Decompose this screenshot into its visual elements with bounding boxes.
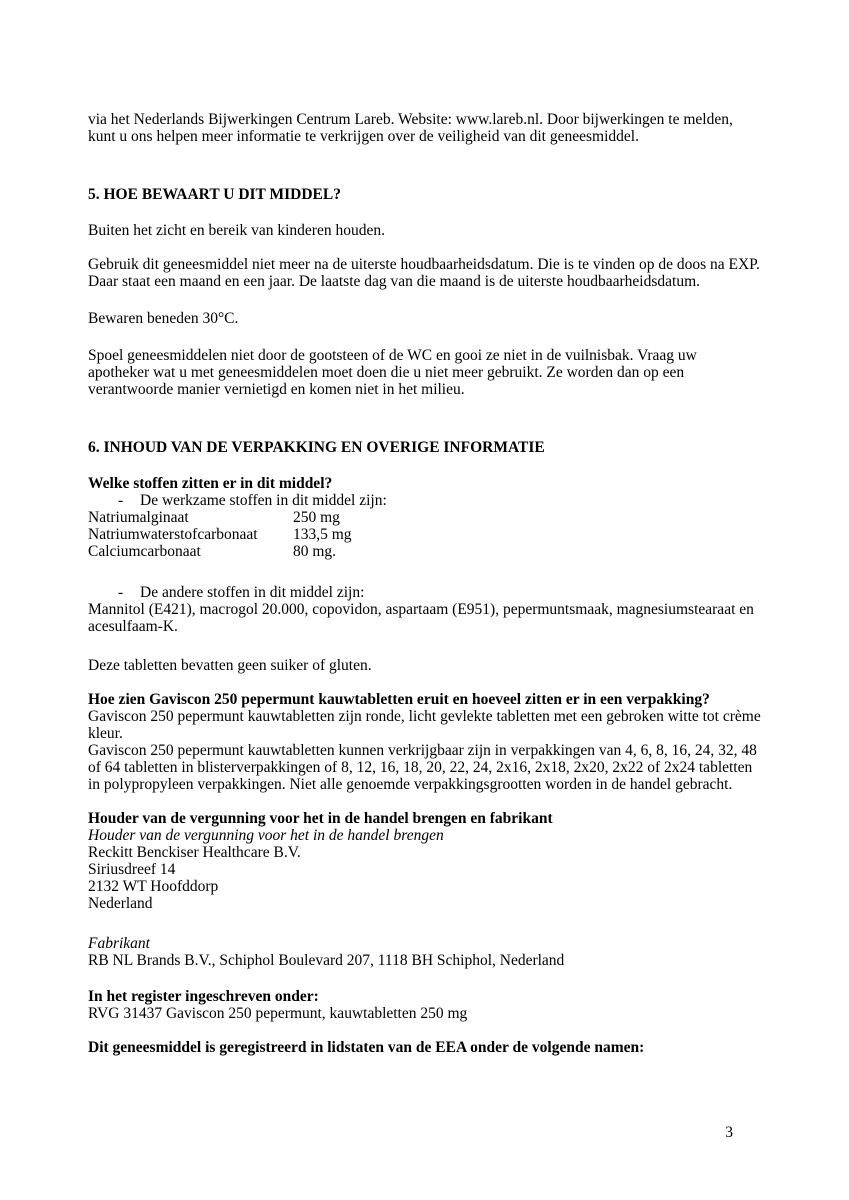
eea-heading: Dit geneesmiddel is geregistreerd in lidstaten van de EEA onder de volgende namen: [88, 1039, 645, 1056]
page-number: 3 [725, 1124, 733, 1141]
appearance-packs-paragraph: Gaviscon 250 pepermunt kauwtabletten kunnen verkrijgbaar zijn in verpakkingen van 4, 6, 8, 16, 24, 32, 48 of 64 tabletten in blisterverpakkingen of 8, 12, 16, 18, 20, 22, 24, 2x16, 2x18, 2x20, 2x22 of 2x24 tabletten in polypropyleen verpakkingen. Niet alle genoemde verpakkingsgrootten worden in de handel gebracht. [88, 742, 757, 793]
composition-heading: Welke stoffen zitten er in dit middel? [88, 475, 333, 492]
leaflet-content [88, 111, 761, 1056]
register-heading: In het register ingeschreven onder: [88, 988, 319, 1005]
license-holder-label: Houder van de vergunning voor het in de handel brengen [88, 827, 444, 844]
license-heading: Houder van de vergunning voor het in de handel brengen en fabrikant [88, 810, 553, 827]
section5-expiry-paragraph: Gebruik dit geneesmiddel niet meer na de uiterste houdbaarheidsdatum. Die is te vinden op de doos na EXP. Daar staat een maand en een jaar. De laatste dag van die maand is de uiterste houdbaarheidsdatum. [88, 256, 760, 290]
ingredient-name: Natriumwaterstofcarbonaat [88, 526, 258, 543]
appearance-look-paragraph: Gaviscon 250 pepermunt kauwtabletten zijn ronde, licht gevlekte tabletten met een gebroken witte tot crème kleur. [88, 708, 761, 742]
other-substances-intro: De andere stoffen in dit middel zijn: [140, 584, 365, 601]
other-substances-list-item [88, 584, 761, 601]
section5-disposal-paragraph: Spoel geneesmiddelen niet door de gootsteen of de WC en gooi ze niet in de vuilnisbak. Vraag uw apotheker wat u met geneesmiddelen moet doen die u niet meer gebruikt. Ze worden dan op een verantwoorde manier vernietigd en komen niet in het milieu. [88, 347, 697, 398]
intro-paragraph: via het Nederlands Bijwerkingen Centrum Lareb. Website: www.lareb.nl. Door bijwerkingen te melden, kunt u ons helpen meer informatie te verkrijgen over de veiligheid van dit geneesmiddel. [88, 111, 733, 145]
license-holder-country: Nederland [88, 895, 153, 912]
ingredient-row [88, 509, 761, 526]
license-holder-city: 2132 WT Hoofddorp [88, 878, 219, 895]
ingredient-name: Natriumalginaat [88, 509, 189, 526]
list-dash: - [118, 584, 124, 601]
section5-storage-paragraph: Bewaren beneden 30°C. [88, 310, 239, 327]
active-substances-intro: De werkzame stoffen in dit middel zijn: [140, 492, 387, 509]
section6-heading: 6. INHOUD VAN DE VERPAKKING EN OVERIGE INFORMATIE [88, 439, 545, 456]
section5-children-paragraph: Buiten het zicht en bereik van kinderen houden. [88, 222, 385, 239]
license-holder-street: Siriusdreef 14 [88, 861, 176, 878]
manufacturer-line: RB NL Brands B.V., Schiphol Boulevard 207, 1118 BH Schiphol, Nederland [88, 952, 565, 969]
ingredient-amount: 80 mg. [293, 543, 337, 560]
ingredient-row [88, 526, 761, 543]
manufacturer-label: Fabrikant [88, 935, 150, 952]
ingredient-amount: 133,5 mg [293, 526, 352, 543]
license-holder-name: Reckitt Benckiser Healthcare B.V. [88, 844, 301, 861]
register-line: RVG 31437 Gaviscon 250 pepermunt, kauwtabletten 250 mg [88, 1005, 468, 1022]
ingredient-amount: 250 mg [293, 509, 340, 526]
other-substances-paragraph: Mannitol (E421), macrogol 20.000, copovidon, aspartaam (E951), pepermuntsmaak, magnesiumstearaat en acesulfaam-K. [88, 601, 754, 635]
active-substances-list-item [88, 492, 761, 509]
ingredient-row [88, 543, 761, 560]
appearance-heading: Hoe zien Gaviscon 250 pepermunt kauwtabletten eruit en hoeveel zitten er in een verpakking? [88, 691, 710, 708]
list-dash: - [118, 492, 124, 509]
section5-heading: 5. HOE BEWAART U DIT MIDDEL? [88, 186, 341, 203]
ingredient-name: Calciumcarbonaat [88, 543, 201, 560]
sugar-gluten-note: Deze tabletten bevatten geen suiker of gluten. [88, 657, 372, 674]
